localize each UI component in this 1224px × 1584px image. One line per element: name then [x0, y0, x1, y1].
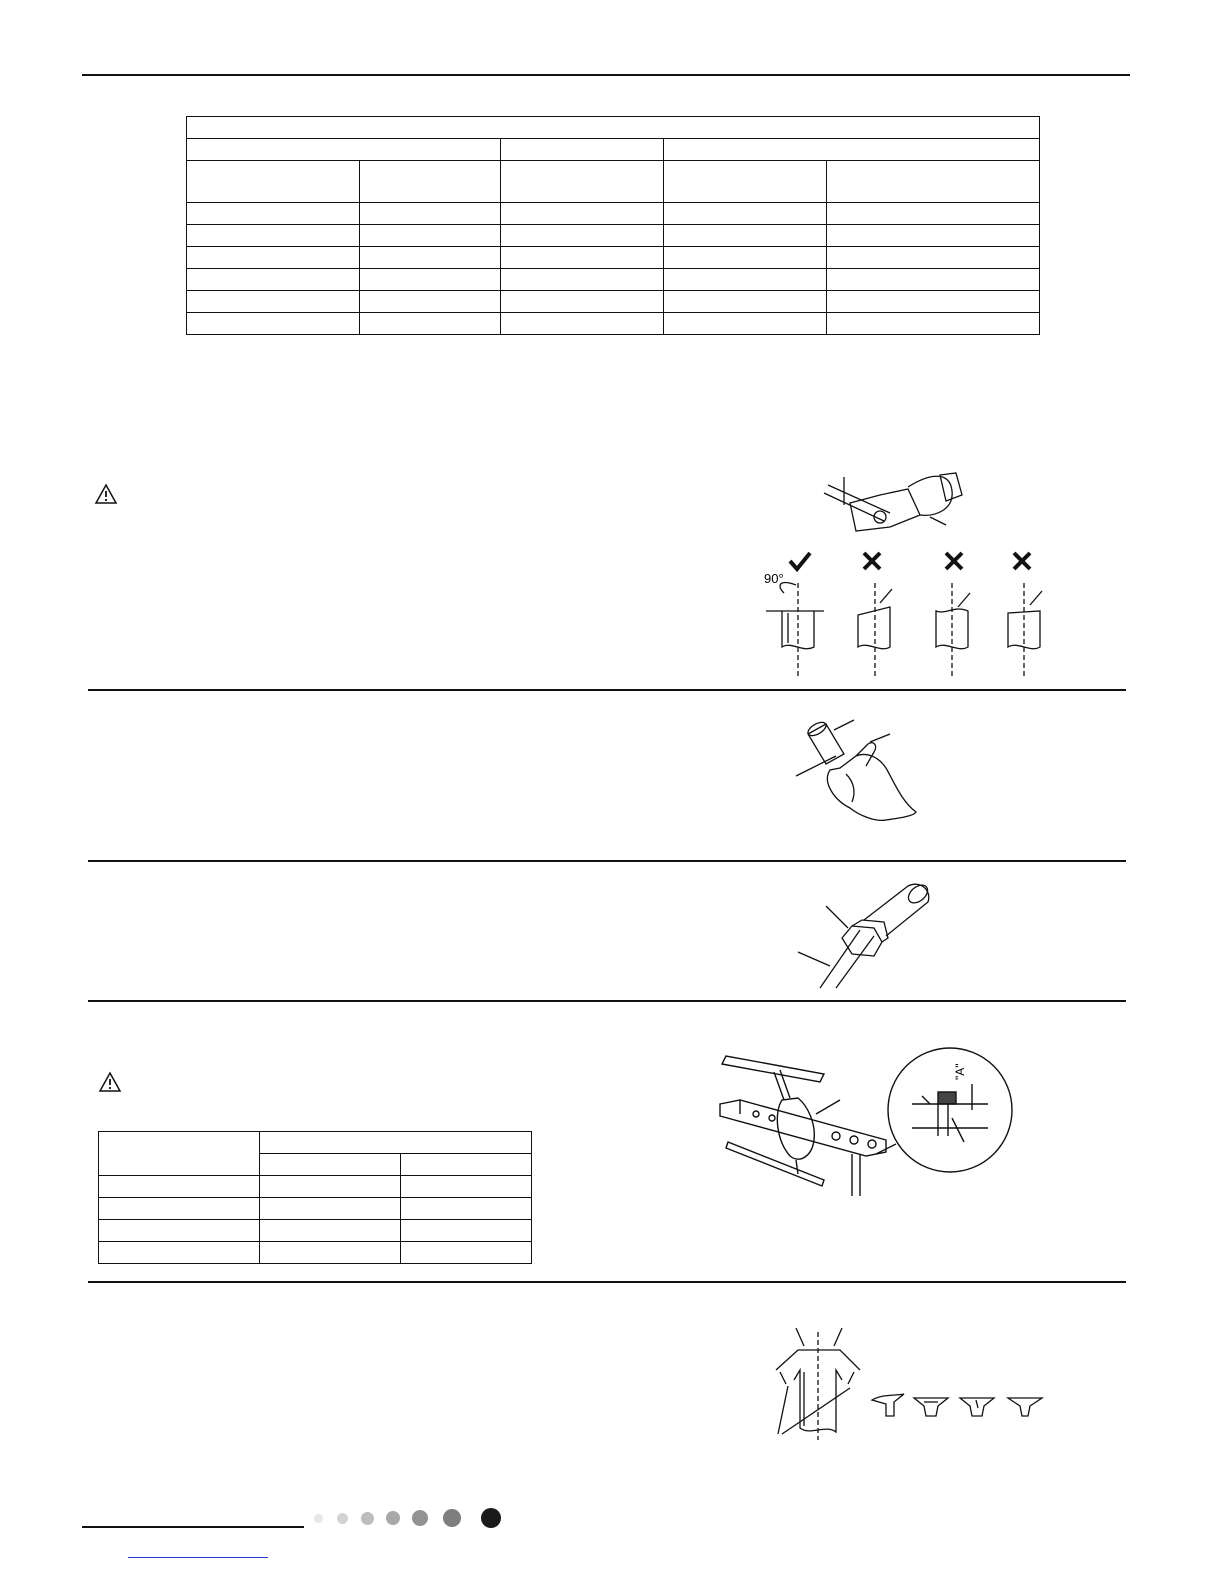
- warning-icon: [99, 1072, 121, 1092]
- cross-icon: [864, 553, 880, 569]
- table-col-header: [664, 161, 827, 203]
- table-col-header: [187, 161, 360, 203]
- flaring-tool-figure: [716, 1044, 1016, 1204]
- footer-dot: [481, 1508, 501, 1528]
- section-divider: [88, 1000, 1126, 1002]
- warning-icon: [95, 484, 117, 504]
- table-group-header: [260, 1132, 532, 1154]
- footer-dot: [412, 1510, 428, 1526]
- cross-icon: [1014, 553, 1030, 569]
- table-row: [187, 291, 1040, 313]
- remove-burrs-figure: [790, 712, 930, 830]
- table-row: [99, 1220, 532, 1242]
- dimension-label: "A": [953, 1063, 967, 1080]
- footer-dot: [386, 1511, 400, 1525]
- table-col-header: [501, 161, 664, 203]
- section-divider: [88, 689, 1126, 691]
- section-divider: [88, 1281, 1126, 1283]
- table-row: [99, 1242, 532, 1264]
- table-col-header: [260, 1154, 401, 1176]
- table-title-cell: [187, 117, 1040, 139]
- flare-nut-figure: [790, 880, 950, 992]
- table-row: [187, 269, 1040, 291]
- angle-label: 90°: [764, 571, 784, 586]
- footer-rule: [82, 1526, 304, 1528]
- cross-icon: [946, 553, 962, 569]
- table-row: [99, 1198, 532, 1220]
- footer-dot: [314, 1514, 323, 1523]
- table-group-header: [664, 139, 1040, 161]
- table-group-header: [501, 139, 664, 161]
- table-row: [187, 247, 1040, 269]
- table-row: [187, 203, 1040, 225]
- pipe-cutter-figure: [740, 465, 1070, 685]
- table-col-header: [827, 161, 1040, 203]
- table-row: [187, 313, 1040, 335]
- footer-link-underline[interactable]: [128, 1557, 268, 1558]
- check-icon: [790, 553, 810, 569]
- flare-dimension-table: [98, 1131, 532, 1264]
- table-row: [187, 225, 1040, 247]
- pipe-spec-table: [186, 116, 1040, 335]
- footer-dot: [361, 1512, 374, 1525]
- table-row: [99, 1176, 532, 1198]
- table-col-header: [360, 161, 501, 203]
- footer-dot: [443, 1509, 461, 1527]
- section-divider: [88, 860, 1126, 862]
- header-rule: [82, 74, 1130, 76]
- table-col-header: [401, 1154, 532, 1176]
- flare-check-figure: [764, 1324, 1064, 1448]
- footer-dot: [337, 1513, 348, 1524]
- table-col-header: [99, 1132, 260, 1176]
- table-group-header: [187, 139, 501, 161]
